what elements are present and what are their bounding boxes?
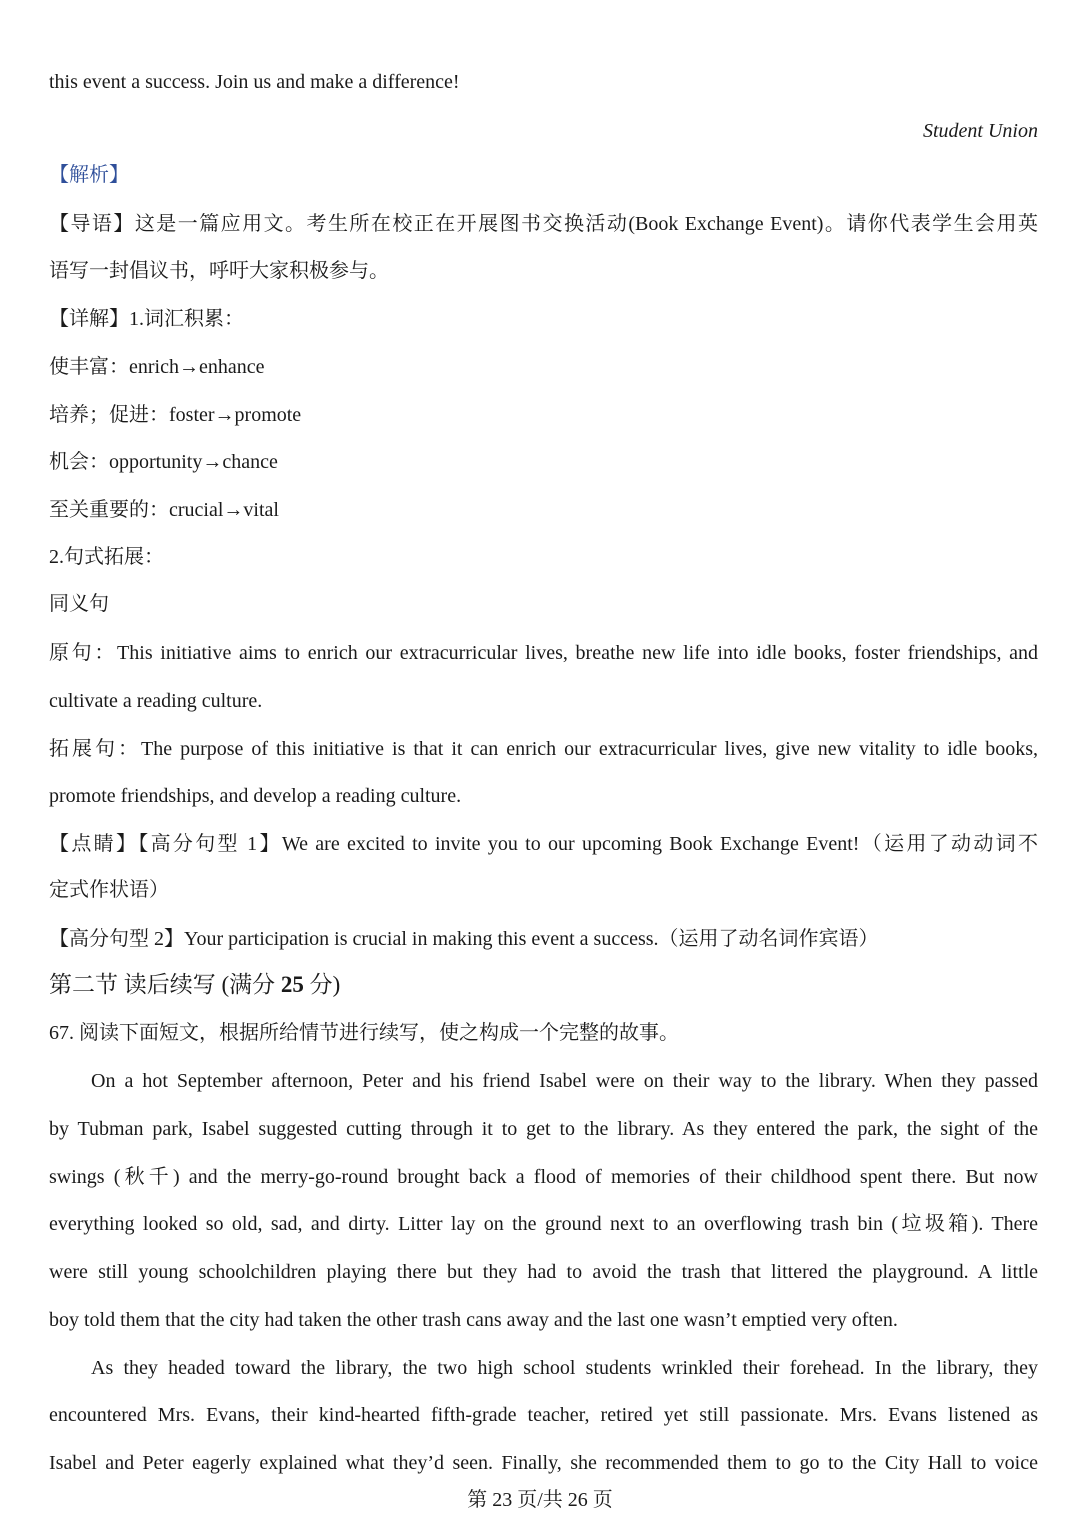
story-paragraph-2-line: Isabel and Peter eagerly explained what they’d seen. Finally, she recommended them to go to the City Hall to voice [49, 1452, 1038, 1474]
section-heading [49, 971, 340, 999]
highlight-sentence-1-line-2: 定式作状语） [49, 879, 169, 901]
vocab-item: 使丰富：enrich→enhance [49, 356, 265, 378]
story-paragraph-1-line: boy told them that the city had taken the other trash cans away and the last one wasn’t emptied very often. [49, 1309, 898, 1331]
section-heading-end: 分) [303, 972, 341, 997]
expanded-sentence-line-2: promote friendships, and develop a reading culture. [49, 785, 462, 807]
story-paragraph-2-line: As they headed toward the library, the two high school students wrinkled their forehead. In the library, they [91, 1357, 1038, 1379]
intro-paragraph-line-1: 【导语】这是一篇应用文。考生所在校正在开展图书交换活动(Book Exchange Event)。请你代表学生会用英 [49, 213, 1038, 235]
vocab-item: 机会：opportunity→chance [49, 451, 278, 473]
letter-signature: Student Union [923, 120, 1038, 142]
letter-closing-line: this event a success. Join us and make a difference! [49, 71, 460, 93]
story-paragraph-2-line: encountered Mrs. Evans, their kind-hearted fifth-grade teacher, retired yet still passionate. Mrs. Evans listened as [49, 1404, 1038, 1426]
intro-paragraph-line-2: 语写一封倡议书，呼吁大家积极参与。 [49, 260, 389, 282]
section-heading-text: 第二节 读后续写 (满分 [49, 972, 281, 997]
analysis-heading: 【解析】 [49, 164, 129, 186]
expanded-sentence-line-1: 拓展句：The purpose of this initiative is that it can enrich our extracurricular lives, give new vitality to idle books, [49, 738, 1038, 760]
story-paragraph-1-line: were still young schoolchildren playing there but they had to avoid the trash that littered the playground. A little [49, 1261, 1038, 1283]
highlight-sentence-2: 【高分句型 2】Your participation is crucial in making this event a success.（运用了动名词作宾语） [49, 928, 879, 950]
highlight-sentence-1-line-1: 【点睛】【高分句型 1】We are excited to invite you to our upcoming Book Exchange Event!（运用了动动词不 [49, 833, 1038, 855]
question-instruction: 67. 阅读下面短文，根据所给情节进行续写，使之构成一个完整的故事。 [49, 1022, 679, 1044]
story-paragraph-1-line: by Tubman park, Isabel suggested cutting through it to get to the library. As they entered the park, the sight of the [49, 1118, 1038, 1140]
synonym-sentence-label: 同义句 [49, 593, 109, 615]
original-sentence-line-2: cultivate a reading culture. [49, 690, 263, 712]
section-score: 25 [280, 972, 304, 997]
sentence-expansion-heading: 2.句式拓展： [49, 546, 164, 568]
original-sentence-line-1: 原句：This initiative aims to enrich our extracurricular lives, breathe new life into idle books, foster friendships, and [49, 642, 1038, 664]
vocab-item: 培养；促进：foster→promote [49, 404, 302, 426]
story-paragraph-1-line: everything looked so old, sad, and dirty. Litter lay on the ground next to an overflowing trash bin (垃圾箱). There [49, 1213, 1038, 1235]
vocab-item: 至关重要的：crucial→vital [49, 499, 279, 521]
detail-heading: 【详解】1.词汇积累： [49, 308, 244, 330]
story-paragraph-1-line: swings (秋千) and the merry-go-round brought back a flood of memories of their childhood spent there. But now [49, 1166, 1038, 1188]
story-paragraph-1-line: On a hot September afternoon, Peter and his friend Isabel were on their way to the library. When they passed [91, 1070, 1038, 1092]
page-number-footer: 第 23 页/共 26 页 [467, 1489, 613, 1511]
